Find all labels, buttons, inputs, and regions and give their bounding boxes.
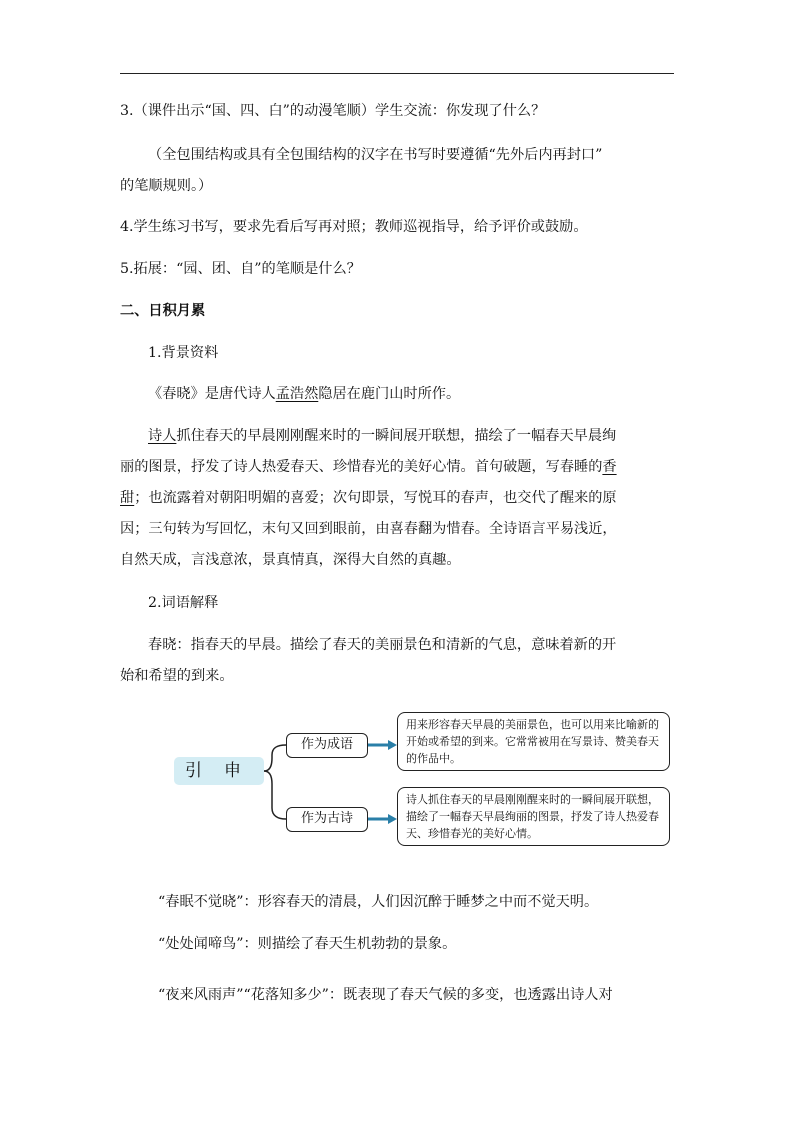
quote-line-1: “春眠不觉晓”：形容春天的清晨，人们因沉醉于睡梦之中而不觉天明。 <box>158 894 599 910</box>
connector-lower <box>264 771 286 819</box>
quote-line-3: “夜来风雨声”“花落知多少”：既表现了春天气候的多变，也透露出诗人对 <box>158 987 613 1003</box>
header-rule <box>120 73 674 74</box>
paragraph-line-2: 丽的图景，抒发了诗人热爱春天、珍惜春光的美好心情。首句破题，写春睡的香 <box>120 459 617 475</box>
branch-poem-text: 诗人抓住春天的早晨刚刚醒来时的一瞬间展开联想，描绘了一幅春天早晨绚丽的图景，抒发了诗人热爱春天、珍惜春光的美好心情。 <box>397 787 670 846</box>
background-intro: 《春晓》是唐代诗人孟浩然隐居在鹿门山时所作。 <box>148 386 461 402</box>
quote-line-2: “处处闻啼鸟”：则描绘了春天生机勃勃的景象。 <box>158 936 457 952</box>
step-3: 3.（课件出示“国、四、白”的动漫笔顺）学生交流：你发现了什么？ <box>120 103 546 119</box>
section-heading: 二、日积月累 <box>120 303 206 319</box>
paragraph-line-5: 自然天成，言浅意浓，景真情真，深得大自然的真趣。 <box>120 552 461 568</box>
subheading-vocab: 2.词语解释 <box>148 595 219 611</box>
branch-idiom-label: 作为成语 <box>286 733 368 758</box>
extension-diagram <box>120 700 680 865</box>
subheading-background: 1.背景资料 <box>148 345 219 361</box>
arrow-upper-head <box>388 740 397 750</box>
step-5: 5.拓展：“园、团、自”的笔顺是什么？ <box>120 261 361 277</box>
branch-idiom-text: 用来形容春天早晨的美丽景色，也可以用来比喻新的开始或希望的到来。它常常被用在写景诗、赞美春天的作品中。 <box>397 712 670 771</box>
branch-poem-label: 作为古诗 <box>286 807 368 832</box>
definition-line-2: 始和希望的到来。 <box>120 668 234 684</box>
paragraph-line-1: 诗人抓住春天的早晨刚刚醒来时的一瞬间展开联想，描绘了一幅春天早晨绚 <box>148 428 617 444</box>
center-label: 引申 <box>174 757 264 785</box>
step-3-note: （全包围结构或具有全包围结构的汉字在书写时要遵循“先外后内再封口” <box>148 147 603 163</box>
arrow-lower-head <box>388 814 397 824</box>
definition-line-1: 春晓：指春天的早晨。描绘了春天的美丽景色和清新的气息，意味着新的开 <box>148 637 617 653</box>
step-3-note-cont: 的笔顺规则。） <box>120 178 213 194</box>
poet-name: 孟浩然 <box>275 386 319 402</box>
paragraph-line-3: 甜；也流露着对朝阳明媚的喜爱；次句即景，写悦耳的春声，也交代了醒来的原 <box>120 490 617 506</box>
step-4: 4.学生练习书写，要求先看后写再对照；教师巡视指导，给予评价或鼓励。 <box>120 219 588 235</box>
paragraph-line-4: 因；三句转为写回忆，末句又回到眼前，由喜春翻为惜春。全诗语言平易浅近， <box>120 521 617 537</box>
connector-upper <box>264 745 286 771</box>
